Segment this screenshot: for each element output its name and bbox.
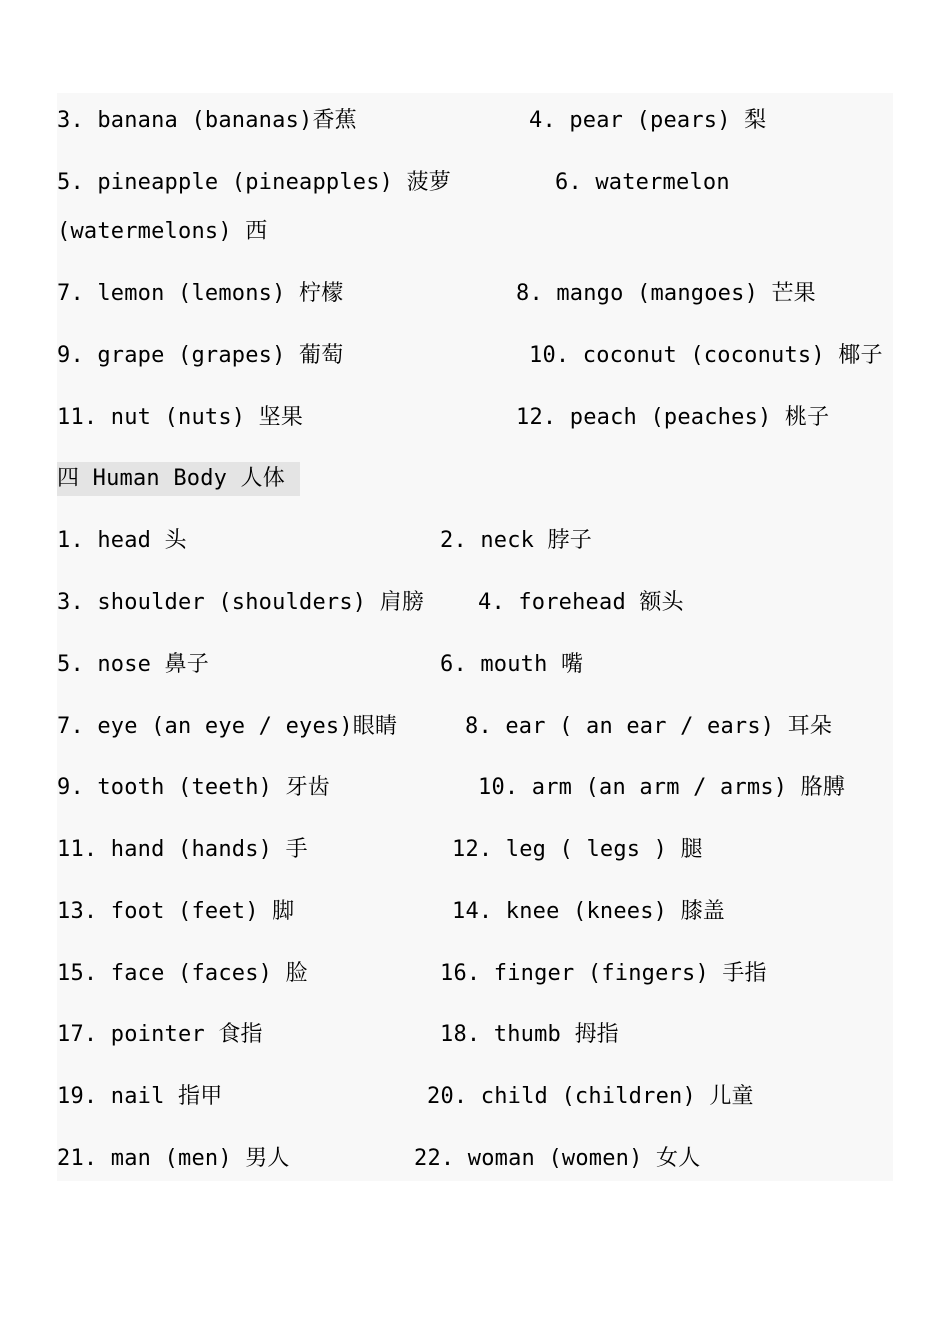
vocab-item: 2. neck 脖子 (440, 528, 592, 553)
vocab-item: 5. pineapple (pineapples) 菠萝 (57, 170, 451, 195)
vocab-item: 18. thumb 拇指 (440, 1022, 619, 1047)
vocab-item: 17. pointer 食指 (57, 1022, 263, 1047)
vocab-item: 22. woman (women) 女人 (414, 1146, 701, 1171)
vocab-item: 20. child (children) 儿童 (427, 1084, 754, 1109)
vocab-item: 3. shoulder (shoulders) 肩膀 (57, 590, 425, 615)
vocab-item: 9. tooth (teeth) 牙齿 (57, 775, 330, 800)
vocab-item: 10. coconut (coconuts) 椰子 (529, 343, 883, 368)
vocab-item: 7. lemon (lemons) 柠檬 (57, 281, 344, 306)
vocab-item: 8. mango (mangoes) 芒果 (516, 281, 816, 306)
vocab-item: 11. nut (nuts) 坚果 (57, 405, 304, 430)
vocab-item: 6. mouth 嘴 (440, 652, 584, 677)
vocab-item: 4. forehead 额头 (478, 590, 684, 615)
vocab-item: 8. ear ( an ear / ears) 耳朵 (465, 714, 833, 739)
vocab-item: 9. grape (grapes) 葡萄 (57, 343, 344, 368)
document-body (57, 93, 893, 1181)
vocab-item: 21. man (men) 男人 (57, 1146, 290, 1171)
vocab-item: 3. banana (bananas)香蕉 (57, 108, 357, 133)
vocab-item: 10. arm (an arm / arms) 胳膊 (478, 775, 846, 800)
vocab-item: 6. watermelon (555, 170, 730, 195)
vocab-item: 5. nose 鼻子 (57, 652, 209, 677)
vocab-item: 1. head 头 (57, 528, 187, 553)
vocab-item: 11. hand (hands) 手 (57, 837, 308, 862)
vocab-item-continuation: (watermelons) 西 (57, 219, 268, 244)
vocab-item: 7. eye (an eye / eyes)眼睛 (57, 714, 398, 739)
section-heading: 四 Human Body 人体 (57, 466, 285, 491)
vocab-item: 19. nail 指甲 (57, 1084, 223, 1109)
vocab-item: 12. leg ( legs ) 腿 (452, 837, 703, 862)
vocab-item: 15. face (faces) 脸 (57, 961, 308, 986)
vocab-item: 12. peach (peaches) 桃子 (516, 405, 830, 430)
vocab-item: 4. pear (pears) 梨 (529, 108, 767, 133)
vocab-item: 14. knee (knees) 膝盖 (452, 899, 725, 924)
vocab-item: 13. foot (feet) 脚 (57, 899, 295, 924)
vocab-item: 16. finger (fingers) 手指 (440, 961, 767, 986)
